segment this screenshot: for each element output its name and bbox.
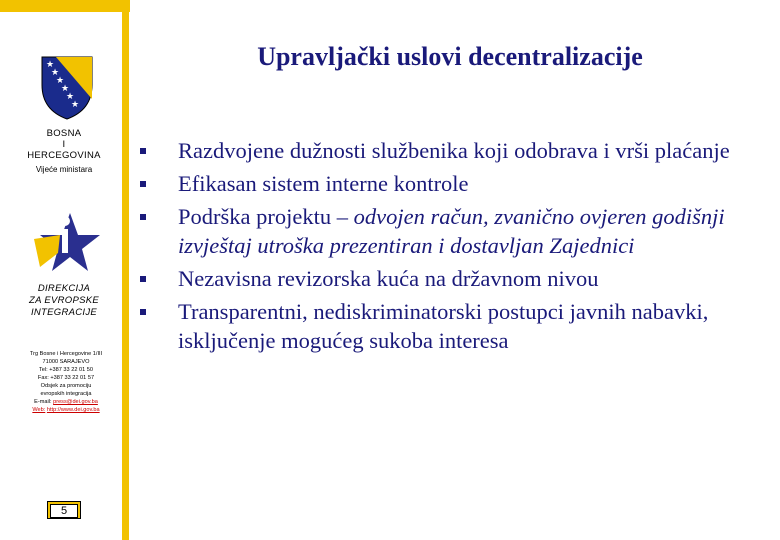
coat-of-arms-icon	[40, 55, 94, 121]
sidebar-top-stripe	[0, 0, 130, 12]
svg-text:★: ★	[66, 92, 75, 102]
svg-text:★: ★	[61, 84, 70, 94]
slide-title: Upravljački uslovi decentralizacije	[257, 42, 643, 71]
web-link[interactable]: http://www.dei.gov.ba	[46, 407, 100, 413]
country-name: BOSNA I HERCEGOVINA	[27, 128, 101, 161]
svg-text:★: ★	[56, 76, 65, 86]
dei-star-logo-icon	[30, 205, 100, 275]
bullet-square-icon	[140, 148, 146, 154]
bullet-square-icon	[140, 214, 146, 220]
council-name: Vijeće ministara	[35, 165, 93, 174]
bullet-square-icon	[140, 276, 146, 282]
bullet-item: Transparentni, nediskriminatorski postupci javnih nabavki, isključenje mogućeg sukoba interesa	[140, 297, 770, 355]
svg-text:★: ★	[51, 68, 60, 78]
email-link[interactable]: press@dei.gov.ba	[53, 399, 98, 405]
page-number: 5	[50, 504, 78, 518]
svg-text:★: ★	[46, 60, 55, 70]
page-number-box	[47, 501, 81, 519]
contact-info: Trg Bosne i Hercegovine 1/III 71000 SARAJEVO Tel: +387 33 22 01 50 Fax: +387 33 22 01 57 Odsjek za promociju evropskih integracija E-mail: press@dei.gov.ba Web: http://www.dei.gov.ba	[29, 351, 103, 413]
bullet-item: Podrška projektu – odvojen račun, zvanično ovjeren godišnji izvještaj utroška prezentiran i dostavljan Zajednici	[140, 202, 770, 260]
bullet-item: Nezavisna revizorska kuća na državnom nivou	[140, 264, 770, 293]
bullet-item: Razdvojene dužnosti službenika koji odobrava i vrši plaćanje	[140, 136, 770, 165]
bullet-item: Efikasan sistem interne kontrole	[140, 169, 770, 198]
svg-text:★: ★	[71, 100, 80, 110]
bullet-square-icon	[140, 181, 146, 187]
dei-name: DIREKCIJA ZA EVROPSKE INTEGRACIJE	[29, 283, 99, 318]
sidebar-stripe	[122, 0, 129, 540]
bullet-square-icon	[140, 309, 146, 315]
bullet-list	[140, 136, 770, 359]
